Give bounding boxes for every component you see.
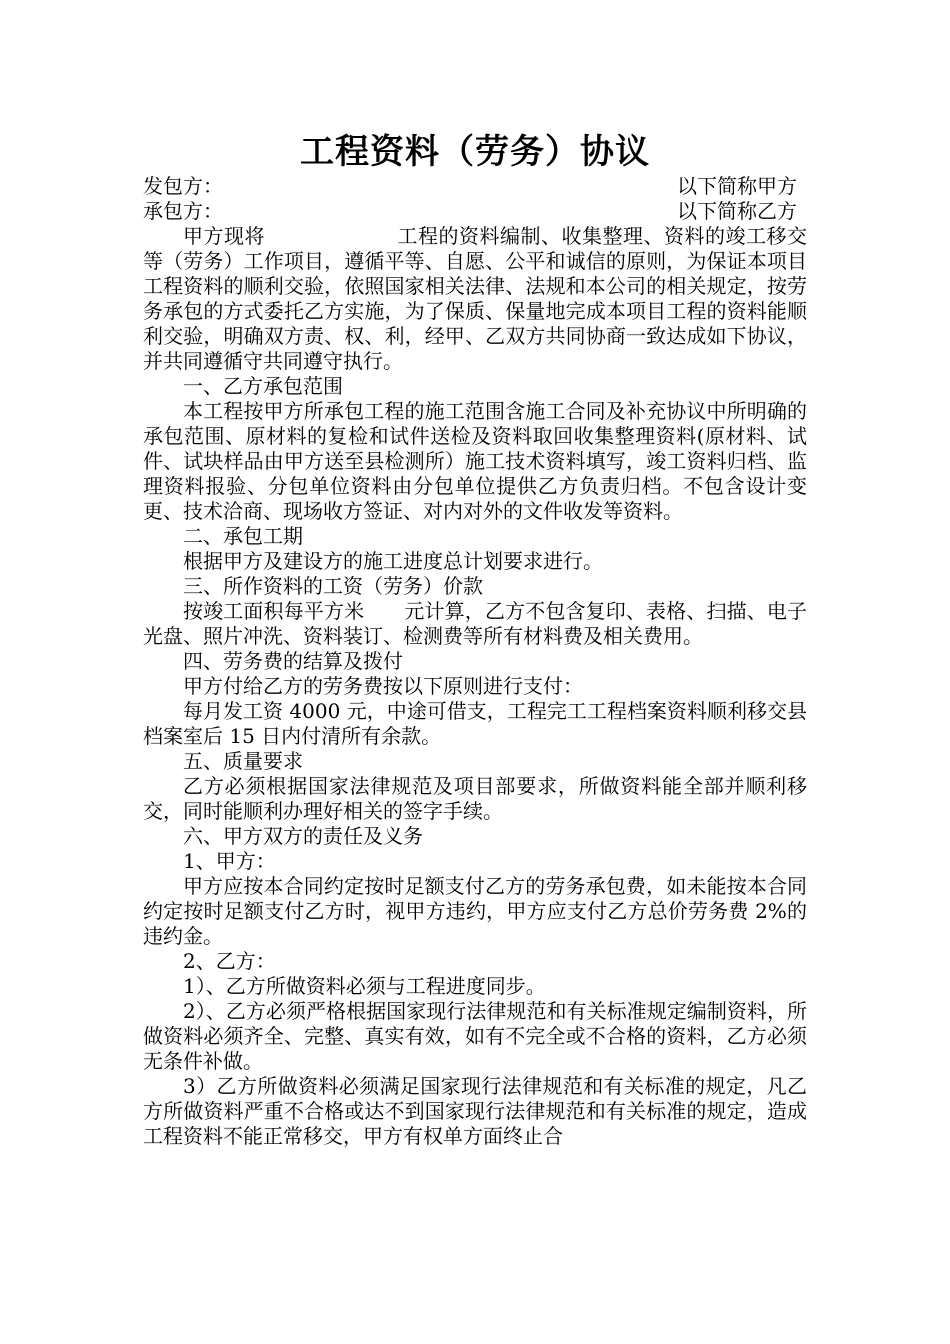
document-page <box>143 130 807 1149</box>
section-4-body-1: 甲方付给乙方的劳务费按以下原则进行支付： <box>183 674 583 698</box>
section-3-body <box>143 599 807 649</box>
section-5-heading: 五、质量要求 <box>183 749 303 773</box>
intro-part-a: 甲方现将 <box>183 224 265 248</box>
party-b-label: 承包方： <box>143 199 223 223</box>
section-6-2-heading: 2、乙方： <box>183 949 276 973</box>
section-3-heading: 三、所作资料的工资（劳务）价款 <box>183 574 483 598</box>
section-4-heading: 四、劳务费的结算及拨付 <box>183 649 403 673</box>
section-6-2-item-1: 1）、乙方所做资料必须与工程进度同步。 <box>183 974 546 998</box>
party-b-line <box>143 199 807 224</box>
section-3-body-a: 按竣工面积每平方米 <box>183 599 365 623</box>
section-6-1-body: 甲方应按本合同约定按时足额支付乙方的劳务承包费，如未能按本合同约定按时足额支付乙方时，视甲方违约，甲方应支付乙方总价劳务费 2%的违约金。 <box>143 874 807 948</box>
intro-part-b: 工程的资料编制、收集整理、资料的竣工移交等（劳务）工作项目，遵循平等、自愿、公平和诚信的原则，为保证本项目工程资料的顺利交验，依照国家相关法律、法规和本公司的相关规定，按劳务承包的方式委托乙方实施，为了保质、保量地完成本项目工程的资料能顺利交验，明确双方责、权、利，经甲、乙双方共同协商一致达成如下协议，并共同遵循守共同遵守执行。 <box>143 224 807 373</box>
section-6-2-item-3: 3）乙方所做资料必须满足国家现行法律规范和有关标准的规定，凡乙方所做资料严重不合格或达不到国家现行法律规范和有关标准的规定，造成工程资料不能正常移交，甲方有权单方面终止合 <box>143 1074 807 1148</box>
section-5-body: 乙方必须根据国家法律规范及项目部要求，所做资料能全部并顺利移交，同时能顺利办理好相关的签字手续。 <box>143 774 807 823</box>
party-a-line <box>143 174 807 199</box>
section-6-1-heading: 1、甲方： <box>183 849 276 873</box>
section-1-body: 本工程按甲方所承包工程的施工范围含施工合同及补充协议中所明确的承包范围、原材料的复检和试件送检及资料取回收集整理资料(原材料、试件、试块样品由甲方送至县检测所）施工技术资料填写，竣工资料归档、监理资料报验、分包单位资料由分包单位提供乙方负责归档。不包含设计变更、技术洽商、现场收方签证、对内对外的文件收发等资料。 <box>143 399 807 523</box>
section-4-body-2: 每月发工资 4000 元，中途可借支，工程完工工程档案资料顺利移交县档案室后 15 日内付清所有余款。 <box>143 699 807 748</box>
section-2-body: 根据甲方及建设方的施工进度总计划要求进行。 <box>183 549 603 573</box>
section-6-2-item-2: 2）、乙方必须严格根据国家现行法律规范和有关标准规定编制资料，所做资料必须齐全、完整、真实有效，如有不完全或不合格的资料，乙方必须无条件补做。 <box>143 999 807 1073</box>
party-a-note: 以下简称甲方 <box>677 174 797 198</box>
section-2-heading: 二、承包工期 <box>183 524 303 548</box>
party-b-note: 以下简称乙方 <box>677 199 797 223</box>
intro-paragraph <box>143 224 807 374</box>
section-1-heading: 一、乙方承包范围 <box>183 374 343 398</box>
document-title: 工程资料（劳务）协议 <box>300 132 650 172</box>
party-a-label: 发包方： <box>143 174 223 198</box>
section-6-heading: 六、甲方双方的责任及义务 <box>183 824 423 848</box>
section-3-body-b: 元计算，乙方不包含复印、表格、扫描、电子光盘、照片冲洗、资料装订、检测费等所有材料费及相关费用。 <box>143 599 808 648</box>
